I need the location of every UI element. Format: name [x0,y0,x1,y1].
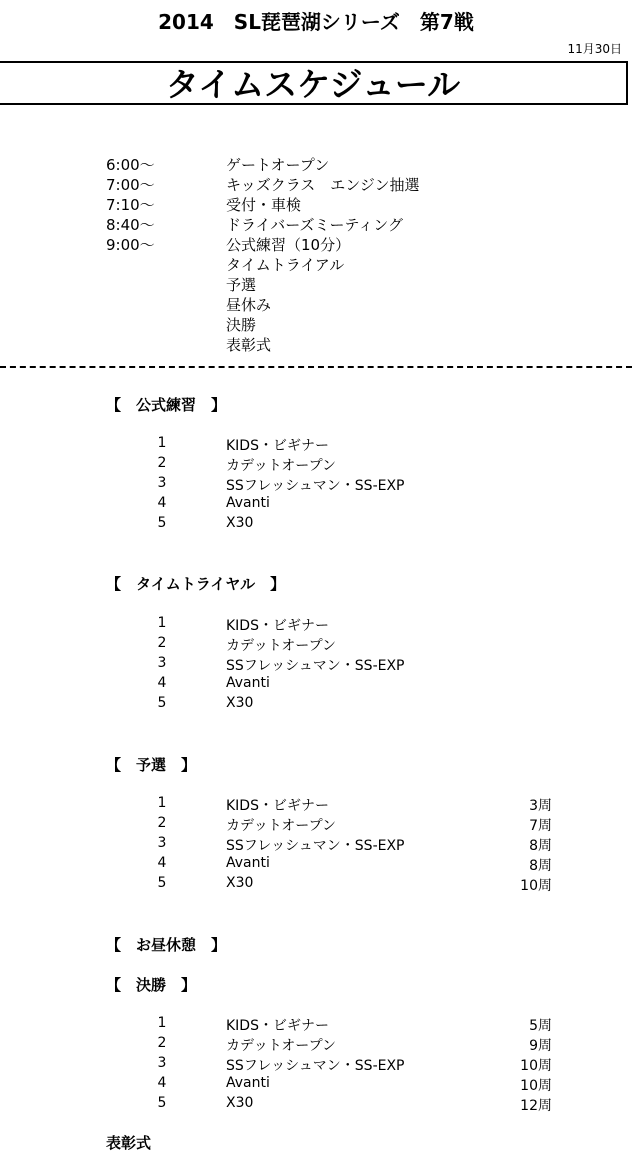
class-name: SSフレッシュマン・SS-EXP [226,1058,405,1074]
dashed-divider [0,366,632,368]
row-number: 3 [157,1055,167,1071]
ceremony-label: 表彰式 [106,1134,152,1152]
class-name: X30 [226,1095,254,1111]
class-name: KIDS・ビギナー [226,438,329,454]
row-number: 4 [157,855,167,871]
section-heading-practice: 【 公式練習 】 [106,396,227,414]
section-heading-qualifying: 【 予選 】 [106,756,197,774]
schedule-time: 7:00～ [106,176,155,194]
lap-count: 5周 [529,1018,552,1034]
row-number: 2 [157,815,167,831]
schedule-item: 表彰式 [226,336,272,354]
lap-count: 12周 [520,1098,552,1114]
section-heading-lunch: 【 お昼休憩 】 [106,936,227,954]
page-title-banner: タイムスケジュール [0,61,628,105]
class-name: SSフレッシュマン・SS-EXP [226,838,405,854]
row-number: 2 [157,455,167,471]
row-number: 1 [157,1015,167,1031]
lap-count: 8周 [529,838,552,854]
row-number: 5 [157,875,167,891]
lap-count: 9周 [529,1038,552,1054]
row-number: 5 [157,695,167,711]
class-name: KIDS・ビギナー [226,1018,329,1034]
row-number: 4 [157,675,167,691]
lap-count: 7周 [529,818,552,834]
row-number: 1 [157,615,167,631]
row-number: 1 [157,435,167,451]
schedule-item: キッズクラス エンジン抽選 [226,176,420,194]
schedule-item: 公式練習（10分） [226,236,351,254]
schedule-time: 8:40～ [106,216,155,234]
class-name: Avanti [226,855,270,871]
lap-count: 3周 [529,798,552,814]
lap-count: 10周 [520,1058,552,1074]
class-name: X30 [226,515,254,531]
class-name: カデットオープン [226,1038,337,1054]
class-name: Avanti [226,1075,270,1091]
class-name: Avanti [226,675,270,691]
row-number: 4 [157,495,167,511]
lap-count: 8周 [529,858,552,874]
row-number: 1 [157,795,167,811]
schedule-item: ゲートオープン [226,156,330,174]
schedule-item: 決勝 [226,316,257,334]
section-heading-time-trial: 【 タイムトライヤル 】 [106,575,286,593]
schedule-time: 6:00～ [106,156,155,174]
schedule-item: タイムトライアル [226,256,345,274]
class-name: カデットオープン [226,638,337,654]
lap-count: 10周 [520,1078,552,1094]
schedule-item: 予選 [226,276,257,294]
schedule-item: 昼休み [226,296,272,314]
row-number: 3 [157,655,167,671]
event-date: 11月30日 [567,42,622,56]
class-name: カデットオープン [226,818,337,834]
class-name: X30 [226,695,254,711]
schedule-time: 9:00～ [106,236,155,254]
section-heading-final: 【 決勝 】 [106,976,197,994]
row-number: 5 [157,515,167,531]
row-number: 2 [157,635,167,651]
row-number: 2 [157,1035,167,1051]
row-number: 3 [157,475,167,491]
class-name: SSフレッシュマン・SS-EXP [226,478,405,494]
class-name: SSフレッシュマン・SS-EXP [226,658,405,674]
class-name: カデットオープン [226,458,337,474]
class-name: X30 [226,875,254,891]
class-name: KIDS・ビギナー [226,618,329,634]
schedule-time: 7:10～ [106,196,155,214]
class-name: Avanti [226,495,270,511]
schedule-item: ドライバーズミーティング [226,216,404,234]
row-number: 4 [157,1075,167,1091]
event-title: 2014 SL琵琶湖シリーズ 第7戦 [158,10,474,34]
lap-count: 10周 [520,878,552,894]
row-number: 3 [157,835,167,851]
class-name: KIDS・ビギナー [226,798,329,814]
row-number: 5 [157,1095,167,1111]
schedule-item: 受付・車検 [226,196,302,214]
